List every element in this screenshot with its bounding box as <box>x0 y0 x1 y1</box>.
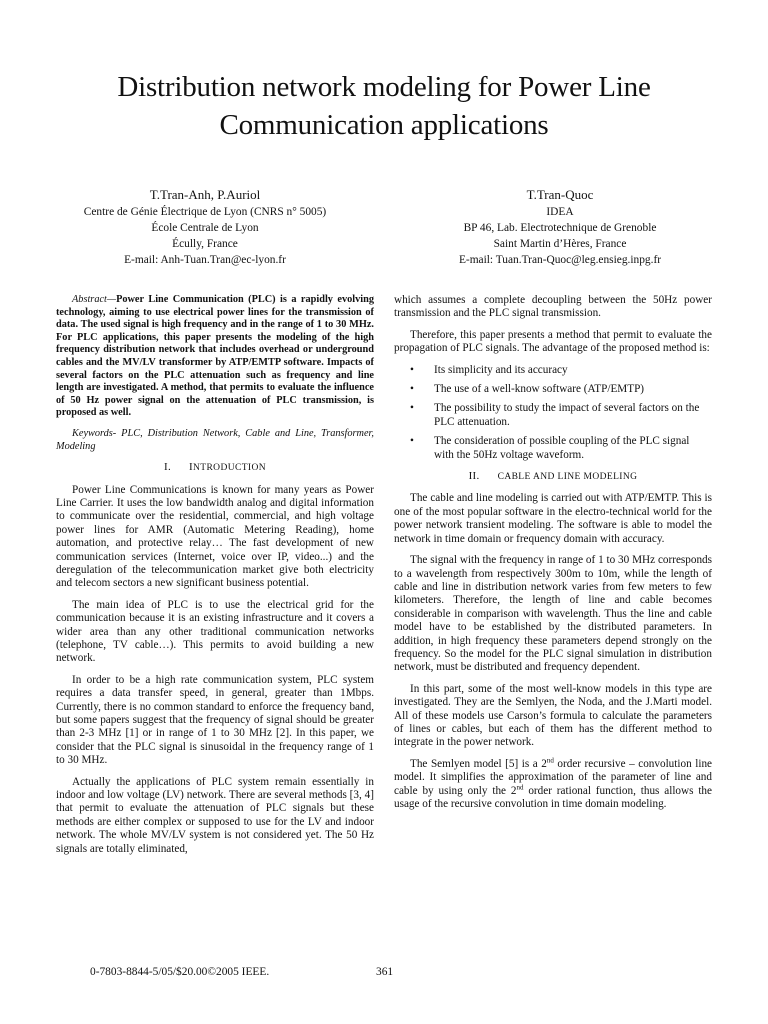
text-run: order recursive – convolution line model. It simplifies the approximation of the parameter of line and cable by using only the 2 <box>394 757 713 797</box>
paragraph: which assumes a complete decoupling between the 50Hz power transmission and the PLC signal transmission. <box>394 294 712 320</box>
abstract <box>56 294 374 420</box>
author-block-right <box>392 186 728 268</box>
paragraph: The signal with the frequency in range of 1 to 30 MHz corresponds to a wavelength from respectively 300m to 10m, while the length of cable and line in distribution network varies from few meters to few kilometers. Therefore, the length of line and cable becomes considerable in comparison with wavelength. Thus the line and cable model have to be established by the distributed parameters. In addition, in high frequency these parameters depend strongly on the frequency. So the model for the PLC signal simulation in distribution network, must be distributed and frequency dependent. <box>394 554 712 674</box>
title-line-1: Distribution network modeling for Power Line <box>117 71 651 103</box>
section-initial: I <box>189 461 193 474</box>
copyright-footer: 0-7803-8844-5/05/$20.00©2005 IEEE. <box>90 966 270 978</box>
author-affiliation-line: Saint Martin d’Hères, France <box>493 238 627 250</box>
bullet-icon: • <box>410 363 414 376</box>
section-number: II. <box>468 470 480 483</box>
keywords: Keywords- PLC, Distribution Network, Cable and Line, Transformer, Modeling <box>56 427 374 452</box>
author-email: E-mail: Anh-Tuan.Tran@ec-lyon.fr <box>124 254 286 266</box>
superscript: nd <box>546 756 554 765</box>
author-affiliation-line: École Centrale de Lyon <box>151 222 259 234</box>
bullet-icon: • <box>410 402 414 415</box>
superscript: nd <box>516 782 524 791</box>
section-title-rest: NTRODUCTION <box>192 463 266 474</box>
list-item-text: The possibility to study the impact of several factors on the PLC attenuation. <box>434 402 700 428</box>
page-number: 361 <box>376 966 394 978</box>
paragraph: The cable and line modeling is carried out with ATP/EMTP. This is one of the most popular software in the electro-technical world for the power network transient modeling. The software is able to model the network in time domain or frequency domain with accuracy. <box>394 492 712 545</box>
section-heading-introduction <box>56 461 374 475</box>
paragraph: The main idea of PLC is to use the electrical grid for the communication because it is an existing infrastructure and it covers a wider area than any other traditional communication networks (telephone, TV cable…). This permits to avoid building a new network. <box>56 598 374 665</box>
author-affiliation-line: BP 46, Lab. Electrotechnique de Grenoble <box>463 222 657 234</box>
section-heading-cable-line-modeling <box>394 470 712 484</box>
author-affiliation-line: IDEA <box>546 206 574 218</box>
author-names: T.Tran-Anh, P.Auriol <box>149 187 261 202</box>
left-column <box>56 294 374 864</box>
list-item <box>394 402 712 429</box>
paragraph: Actually the applications of PLC system remain essentially in indoor and low voltage (LV) network. There are several methods [3, 4] that permit to evaluate the attenuation of PLC signals but these methods are either complex or supposed to use for the LV and indoor network. The whole MV/LV system is not considered yet. The 50 Hz signals are totally eliminated, <box>56 775 374 855</box>
paragraph: Therefore, this paper presents a method that permit to evaluate the propagation of PLC signals. The advantage of the proposed method is: <box>394 328 712 355</box>
list-item-text: Its simplicity and its accuracy <box>434 363 568 376</box>
list-item-text: The use of a well-know software (ATP/EMTP) <box>434 383 645 396</box>
paper-title <box>40 68 728 144</box>
section-number: I. <box>164 461 172 474</box>
list-item <box>394 383 712 396</box>
title-line-2: Communication applications <box>219 109 549 141</box>
section-title: CABLE AND LINE MODELING <box>497 472 638 483</box>
paragraph-semlyen <box>394 758 712 812</box>
paragraph: In this part, some of the most well-know models in this type are investigated. They are the Semlyen, the Noda, and the J.Marti model. All of these models use Carson’s formula to calculate the parameters of lines or cables, but each of them has the different method to integrate in the power network. <box>394 682 712 749</box>
text-run: The Semlyen model [5] is a 2 <box>410 757 547 770</box>
author-block-left <box>40 186 370 268</box>
list-item <box>394 364 712 377</box>
list-item <box>394 435 712 462</box>
abstract-label: Abstract— <box>72 294 117 305</box>
author-affiliation-line: Écully, France <box>172 238 238 250</box>
text-run: order rational function, thus allows the usage of the recursive convolution in time domain modeling. <box>394 784 712 810</box>
bullet-icon: • <box>410 383 414 396</box>
list-item-text: The consideration of possible coupling of the PLC signal with the 50Hz voltage waveform. <box>434 435 690 461</box>
paragraph: In order to be a high rate communication system, PLC system requires a data transfer speed, in general, greater than 1Mbps. Currently, there is no common standard to enforce the frequency band, but some papers suggest that the frequency of signal should be greater than 2-3 MHz [1] or in range of 1 to 30 MHz [2]. In this paper, we consider that the PLC signal is sinusoidal in the frequency range of 1 to 30 MHz. <box>56 673 374 767</box>
bullet-icon: • <box>410 435 414 448</box>
advantages-list <box>394 364 712 462</box>
right-column <box>394 294 712 819</box>
paragraph: Power Line Communications is known for many years as Power Line Carrier. It uses the low bandwidth analog and digital information to communicate over the residential, commercial, and high voltage power lines for AMR (Automatic Metering Reading), home automation, and protective relay… The fast development of new communication services (Internet, voice over IP, video...) and the deregulation of the telecommunication market give both electricity and telecom sectors a new significant business potential. <box>56 483 374 590</box>
author-email: E-mail: Tuan.Tran-Quoc@leg.ensieg.inpg.fr <box>458 254 662 266</box>
author-names: T.Tran-Quoc <box>526 187 594 202</box>
author-affiliation-line: Centre de Génie Électrique de Lyon (CNRS n° 5005) <box>83 206 327 218</box>
abstract-text: Power Line Communication (PLC) is a rapidly evolving technology, aiming to use electrical power lines for the transmission of data. The used signal is high frequency and in the range of 1 to 30 MHz. For PLC applications, this paper presents the modeling of the high frequency distribution network that includes overhead or underground cables and the MV/LV transformer by ATP/EMTP software. Impacts of several factors on the PLC attenuation such as frequency and line length are investigated. A method, that permits to evaluate the influence of 50 Hz power signal on the attenuation of PLC transmission, is proposed as well. <box>56 294 374 419</box>
